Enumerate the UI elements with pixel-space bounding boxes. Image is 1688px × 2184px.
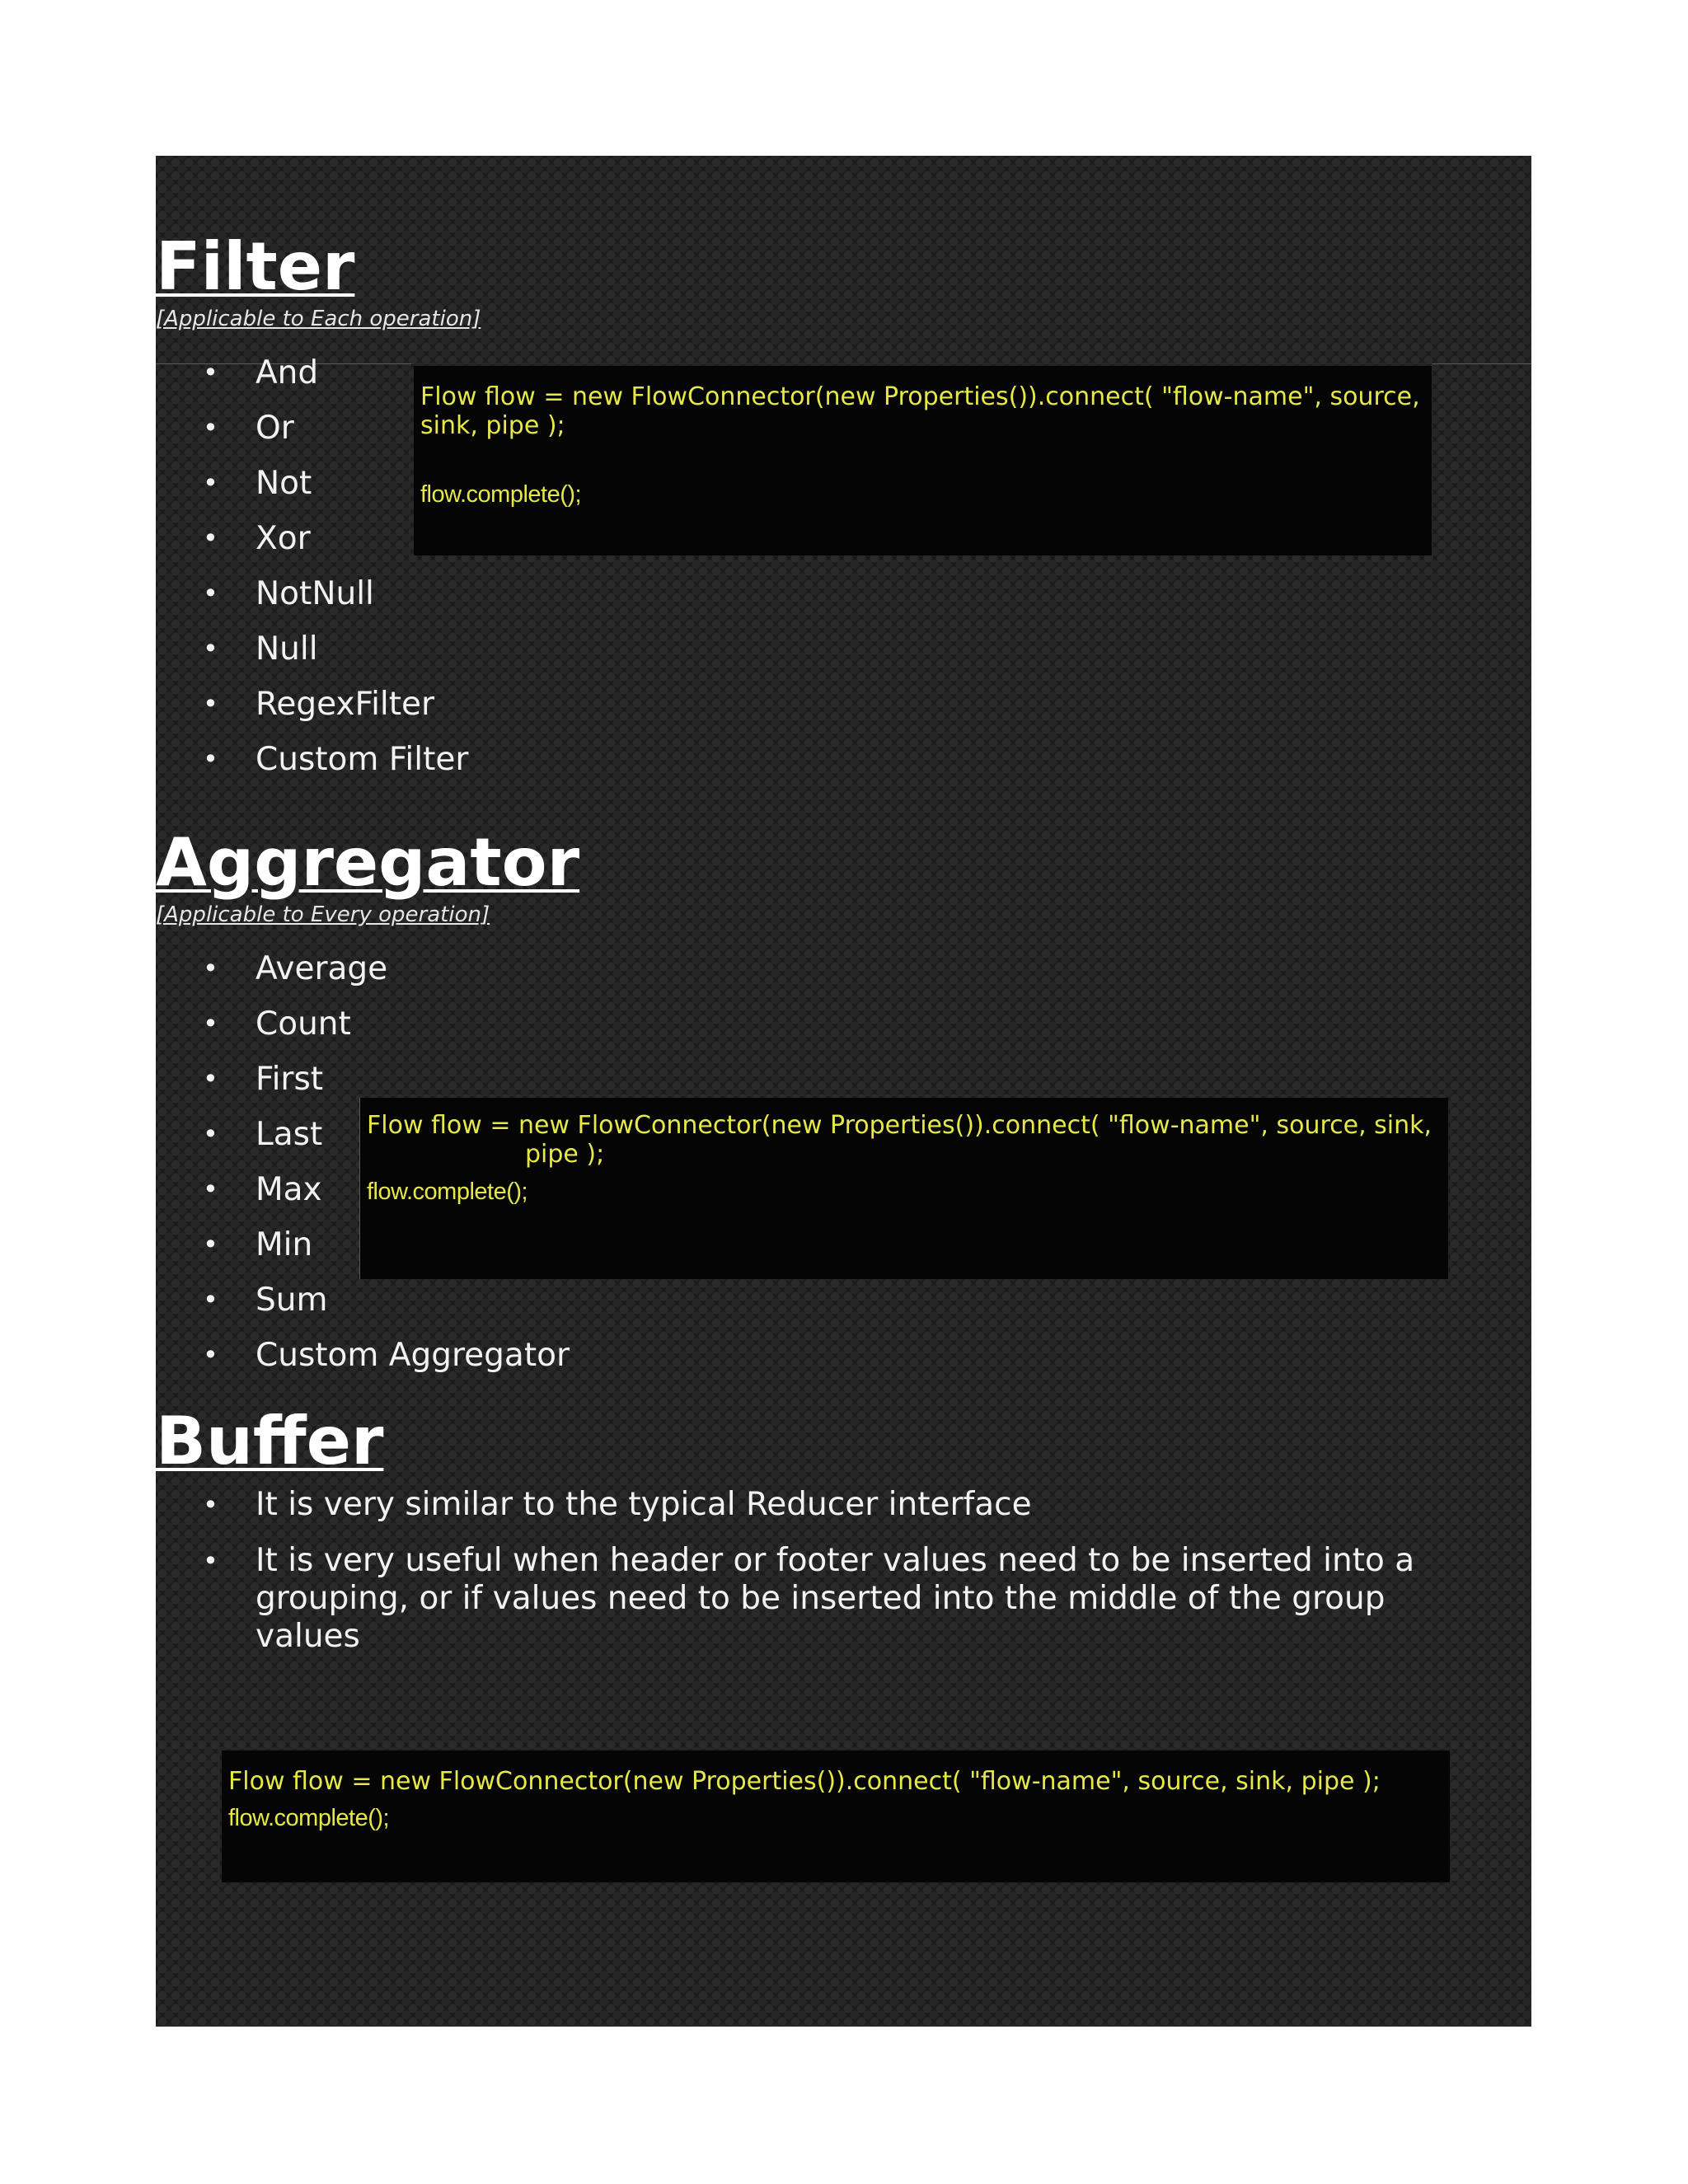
list-item: • It is very similar to the typical Reducer interface — [203, 1486, 1032, 1523]
bullet-icon: • — [203, 953, 218, 984]
aggregator-note: [Applicable to Every operation] — [156, 902, 490, 927]
buffer-heading: Buffer — [156, 1403, 384, 1479]
bullet-icon: • — [203, 578, 218, 609]
code-line: flow.complete(); — [367, 1179, 528, 1205]
list-item: • Xor — [156, 511, 468, 566]
list-item: • It is very useful when header or footer values need to be inserted into a grouping, or if values need to be inserted into the middle of the group values — [203, 1542, 1415, 1655]
slide-page — [156, 156, 1531, 2027]
bullet-icon: • — [203, 1545, 218, 1577]
code-line: Flow flow = new FlowConnector(new Properties()).connect( "flow-name", source, sink, pipe ); — [228, 1767, 1381, 1796]
filter-rule-right — [1432, 363, 1531, 364]
list-item: • Average — [156, 941, 570, 996]
list-item: • Sum — [156, 1272, 570, 1328]
list-item: • Or — [156, 401, 468, 456]
bullet-icon: • — [203, 1284, 218, 1315]
list-item: • Custom Filter — [156, 732, 468, 787]
aggregator-heading: Aggregator — [156, 824, 580, 901]
list-item: • Min — [156, 1217, 570, 1272]
bullet-icon: • — [203, 412, 218, 443]
bullet-icon: • — [203, 1118, 218, 1150]
bullet-icon: • — [203, 743, 218, 775]
bullet-icon: • — [203, 357, 218, 388]
buffer-list — [156, 1486, 1475, 1674]
code-line: flow.complete(); — [420, 481, 582, 508]
bullet-icon: • — [203, 1008, 218, 1039]
bullet-icon: • — [203, 688, 218, 719]
bullet-icon: • — [203, 1489, 218, 1521]
bullet-icon: • — [203, 1229, 218, 1260]
list-item: • Not — [156, 456, 468, 511]
code-line: Flow flow = new FlowConnector(new Properties()).connect( "flow-name", source, — [420, 382, 1420, 411]
code-line: sink, pipe ); — [420, 411, 565, 440]
buffer-rule — [156, 1741, 1531, 1742]
list-item: • Null — [156, 621, 468, 677]
filter-heading: Filter — [156, 228, 355, 305]
filter-note: [Applicable to Each operation] — [156, 307, 481, 331]
list-item: • NotNull — [156, 566, 468, 621]
bullet-icon: • — [203, 523, 218, 554]
code-line: Flow flow = new FlowConnector(new Properties()).connect( "flow-name", source, sink, — [367, 1111, 1432, 1140]
list-item: • Last — [156, 1107, 570, 1162]
bullet-icon: • — [203, 633, 218, 664]
list-item: • First — [156, 1052, 570, 1107]
list-item: • Max — [156, 1162, 570, 1217]
bullet-icon: • — [203, 467, 218, 499]
bullet-icon: • — [203, 1174, 218, 1205]
buffer-code-block — [222, 1750, 1450, 1882]
code-line: flow.complete(); — [228, 1805, 390, 1831]
list-item: • Custom Aggregator — [156, 1328, 570, 1383]
list-item: • Count — [156, 996, 570, 1052]
bullet-icon: • — [203, 1339, 218, 1371]
list-item: • RegexFilter — [156, 677, 468, 732]
code-line: pipe ); — [525, 1140, 605, 1169]
bullet-icon: • — [203, 1063, 218, 1094]
aggregator-code-block — [359, 1098, 1448, 1279]
filter-code-block — [414, 366, 1432, 555]
list-item: • And — [156, 345, 468, 401]
